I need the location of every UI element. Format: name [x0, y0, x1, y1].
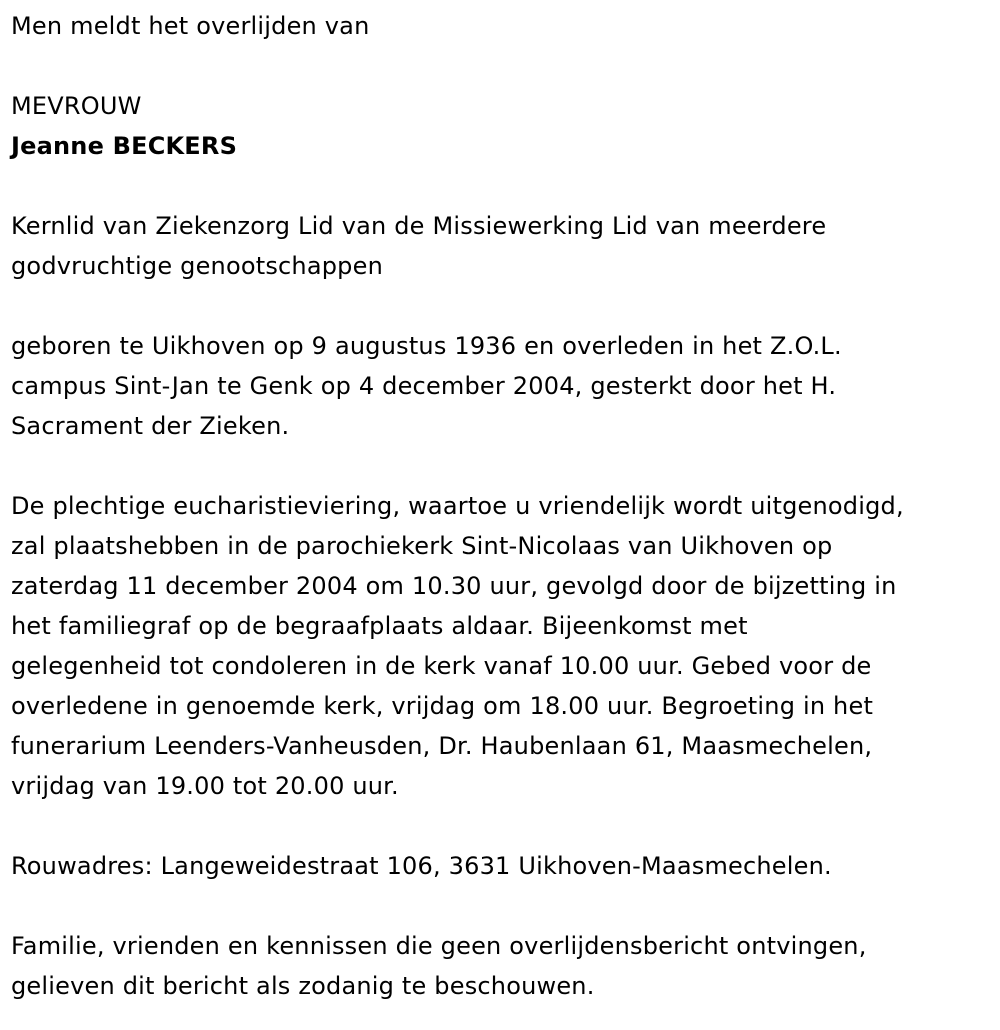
ceremony-line: funerarium Leenders-Vanheusden, Dr. Haubenlaan 61, Maasmechelen,: [11, 732, 873, 760]
ceremony-line: overledene in genoemde kerk, vrijdag om 18.00 uur. Begroeting in het: [11, 692, 874, 720]
closing-line: Familie, vrienden en kennissen die geen overlijdensbericht ontvingen,: [11, 932, 867, 960]
closing-line: gelieven dit bericht als zodanig te beschouwen.: [11, 972, 595, 1000]
intro-text: Men meldt het overlijden van: [11, 12, 370, 40]
membership-paragraph: [11, 206, 1000, 286]
ceremony-line: zaterdag 11 december 2004 om 10.30 uur, gevolgd door de bijzetting in: [11, 572, 897, 600]
membership-line: Kernlid van Ziekenzorg Lid van de Missiewerking Lid van meerdere: [11, 212, 827, 240]
membership-line: godvruchtige genootschappen: [11, 252, 383, 280]
ceremony-line: De plechtige eucharistieviering, waartoe u vriendelijk wordt uitgenodigd,: [11, 492, 904, 520]
ceremony-line: vrijdag van 19.00 tot 20.00 uur.: [11, 772, 399, 800]
deceased-name: Jeanne BECKERS: [11, 132, 238, 160]
birth-death-line: Sacrament der Zieken.: [11, 412, 290, 440]
ceremony-line: zal plaatshebben in de parochiekerk Sint-Nicolaas van Uikhoven op: [11, 532, 833, 560]
birth-death-paragraph: [11, 326, 1000, 446]
closing-paragraph: [11, 926, 1000, 1006]
ceremony-line: gelegenheid tot condoleren in de kerk vanaf 10.00 uur. Gebed voor de: [11, 652, 872, 680]
honorific-title: MEVROUW: [11, 92, 142, 120]
birth-death-line: geboren te Uikhoven op 9 augustus 1936 en overleden in het Z.O.L.: [11, 332, 842, 360]
mourning-address: Rouwadres: Langeweidestraat 106, 3631 Uikhoven-Maasmechelen.: [11, 852, 832, 880]
ceremony-paragraph: [11, 486, 1000, 806]
birth-death-line: campus Sint-Jan te Genk op 4 december 2004, gesterkt door het H.: [11, 372, 837, 400]
ceremony-line: het familiegraf op de begraafplaats aldaar. Bijeenkomst met: [11, 612, 748, 640]
